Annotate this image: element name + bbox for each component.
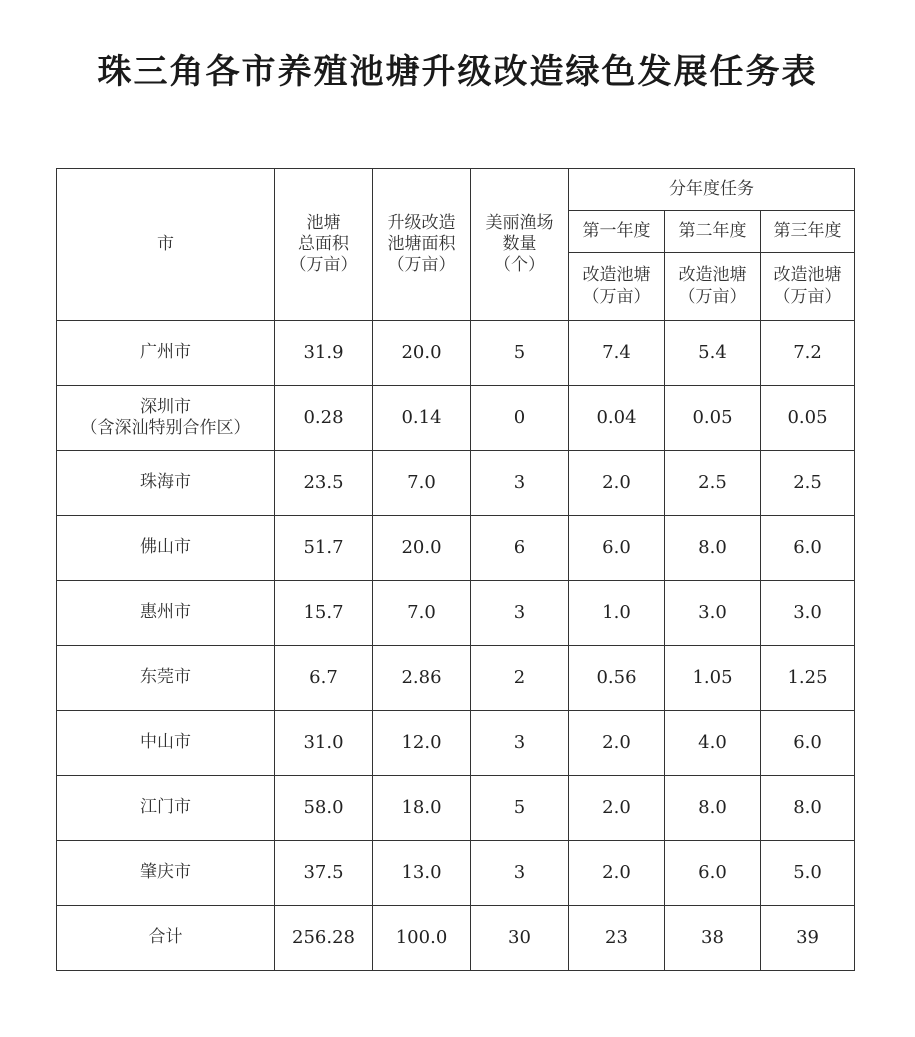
- header-annual-tasks: 分年度任务: [569, 169, 855, 211]
- cell-total: 31.9: [275, 321, 373, 386]
- cell-upgrade: 7.0: [373, 451, 471, 516]
- cell-upgrade: 13.0: [373, 841, 471, 906]
- cell-year-2: 38: [665, 906, 761, 971]
- header-farms-line3: （个）: [494, 255, 545, 276]
- header-sub-line1: 改造池塘: [582, 265, 651, 286]
- cell-farms: 3: [471, 581, 569, 646]
- header-sub-line2: （万亩）: [582, 286, 651, 307]
- cell-year-1: 2.0: [569, 776, 665, 841]
- table-row: [57, 516, 855, 581]
- cell-total: 23.5: [275, 451, 373, 516]
- cell-year-2: 4.0: [665, 711, 761, 776]
- cell-year-2: 8.0: [665, 516, 761, 581]
- cell-total: 256.28: [275, 906, 373, 971]
- cell-year-2: 5.4: [665, 321, 761, 386]
- cell-city: 广州市: [57, 321, 275, 386]
- page-title: 珠三角各市养殖池塘升级改造绿色发展任务表: [97, 52, 818, 92]
- header-year-1: 第一年度: [569, 211, 665, 253]
- header-upgrade-line2: 池塘面积: [387, 233, 456, 254]
- cell-year-2: 2.5: [665, 451, 761, 516]
- header-pond-total-line2: 总面积: [298, 233, 349, 254]
- cell-year-3: 2.5: [761, 451, 855, 516]
- header-sub-line1: 改造池塘: [773, 265, 842, 286]
- cell-year-1: 7.4: [569, 321, 665, 386]
- cell-farms: 0: [471, 386, 569, 451]
- header-farms-line1: 美丽渔场: [485, 212, 554, 233]
- cell-city: 肇庆市: [57, 841, 275, 906]
- cell-upgrade: 100.0: [373, 906, 471, 971]
- header-pond-total: [275, 169, 373, 321]
- cell-city: 珠海市: [57, 451, 275, 516]
- cell-total: 58.0: [275, 776, 373, 841]
- cell-city-line2: （含深汕特别合作区）: [80, 418, 251, 438]
- cell-total: 51.7: [275, 516, 373, 581]
- cell-year-1: 6.0: [569, 516, 665, 581]
- table-row: [57, 776, 855, 841]
- cell-year-2: 6.0: [665, 841, 761, 906]
- cell-farms: 3: [471, 451, 569, 516]
- header-year-2: 第二年度: [665, 211, 761, 253]
- cell-year-2: 3.0: [665, 581, 761, 646]
- header-row-1: [57, 169, 855, 211]
- cell-year-3: 1.25: [761, 646, 855, 711]
- header-pond-total-line3: （万亩）: [289, 255, 358, 276]
- cell-upgrade: 20.0: [373, 516, 471, 581]
- cell-total: 37.5: [275, 841, 373, 906]
- table-row-total: [57, 906, 855, 971]
- cell-year-3: 5.0: [761, 841, 855, 906]
- cell-year-1: 0.04: [569, 386, 665, 451]
- header-sub-line2: （万亩）: [678, 286, 747, 307]
- cell-city: 惠州市: [57, 581, 275, 646]
- header-upgrade-line1: 升级改造: [387, 212, 456, 233]
- header-farms-line2: 数量: [502, 233, 537, 254]
- cell-total: 0.28: [275, 386, 373, 451]
- header-beautiful-farms: [471, 169, 569, 321]
- cell-city-line1: 深圳市: [140, 396, 191, 417]
- table-row: [57, 321, 855, 386]
- table-row: [57, 581, 855, 646]
- cell-year-3: 3.0: [761, 581, 855, 646]
- cell-city: 江门市: [57, 776, 275, 841]
- cell-total: 6.7: [275, 646, 373, 711]
- header-year-3-sub: [761, 253, 855, 321]
- cell-city: [57, 386, 275, 451]
- header-sub-line1: 改造池塘: [678, 265, 747, 286]
- cell-year-3: 39: [761, 906, 855, 971]
- header-upgrade-line3: （万亩）: [387, 255, 456, 276]
- table-row: [57, 646, 855, 711]
- header-pond-total-line1: 池塘: [306, 212, 341, 233]
- cell-farms: 3: [471, 841, 569, 906]
- cell-year-1: 1.0: [569, 581, 665, 646]
- cell-upgrade: 0.14: [373, 386, 471, 451]
- header-year-2-sub: [665, 253, 761, 321]
- cell-year-3: 0.05: [761, 386, 855, 451]
- cell-city: 中山市: [57, 711, 275, 776]
- cell-farms: 2: [471, 646, 569, 711]
- cell-year-3: 8.0: [761, 776, 855, 841]
- cell-city: 东莞市: [57, 646, 275, 711]
- cell-year-2: 0.05: [665, 386, 761, 451]
- cell-farms: 6: [471, 516, 569, 581]
- header-year-1-sub: [569, 253, 665, 321]
- cell-farms: 5: [471, 776, 569, 841]
- cell-city: 合计: [57, 906, 275, 971]
- header-year-3: 第三年度: [761, 211, 855, 253]
- cell-year-1: 23: [569, 906, 665, 971]
- header-city: 市: [57, 169, 275, 321]
- cell-year-2: 1.05: [665, 646, 761, 711]
- header-sub-line2: （万亩）: [773, 286, 842, 307]
- cell-year-1: 2.0: [569, 841, 665, 906]
- cell-total: 31.0: [275, 711, 373, 776]
- cell-farms: 30: [471, 906, 569, 971]
- cell-upgrade: 18.0: [373, 776, 471, 841]
- cell-year-2: 8.0: [665, 776, 761, 841]
- task-table: [56, 168, 855, 971]
- table-row: [57, 711, 855, 776]
- cell-city: 佛山市: [57, 516, 275, 581]
- cell-year-1: 0.56: [569, 646, 665, 711]
- cell-year-1: 2.0: [569, 451, 665, 516]
- table-row: [57, 451, 855, 516]
- cell-year-3: 6.0: [761, 711, 855, 776]
- cell-year-3: 6.0: [761, 516, 855, 581]
- header-upgrade-area: [373, 169, 471, 321]
- cell-upgrade: 7.0: [373, 581, 471, 646]
- cell-upgrade: 12.0: [373, 711, 471, 776]
- cell-year-3: 7.2: [761, 321, 855, 386]
- cell-year-1: 2.0: [569, 711, 665, 776]
- table-row: [57, 841, 855, 906]
- cell-total: 15.7: [275, 581, 373, 646]
- cell-farms: 5: [471, 321, 569, 386]
- cell-upgrade: 20.0: [373, 321, 471, 386]
- cell-upgrade: 2.86: [373, 646, 471, 711]
- cell-farms: 3: [471, 711, 569, 776]
- table-row: [57, 386, 855, 451]
